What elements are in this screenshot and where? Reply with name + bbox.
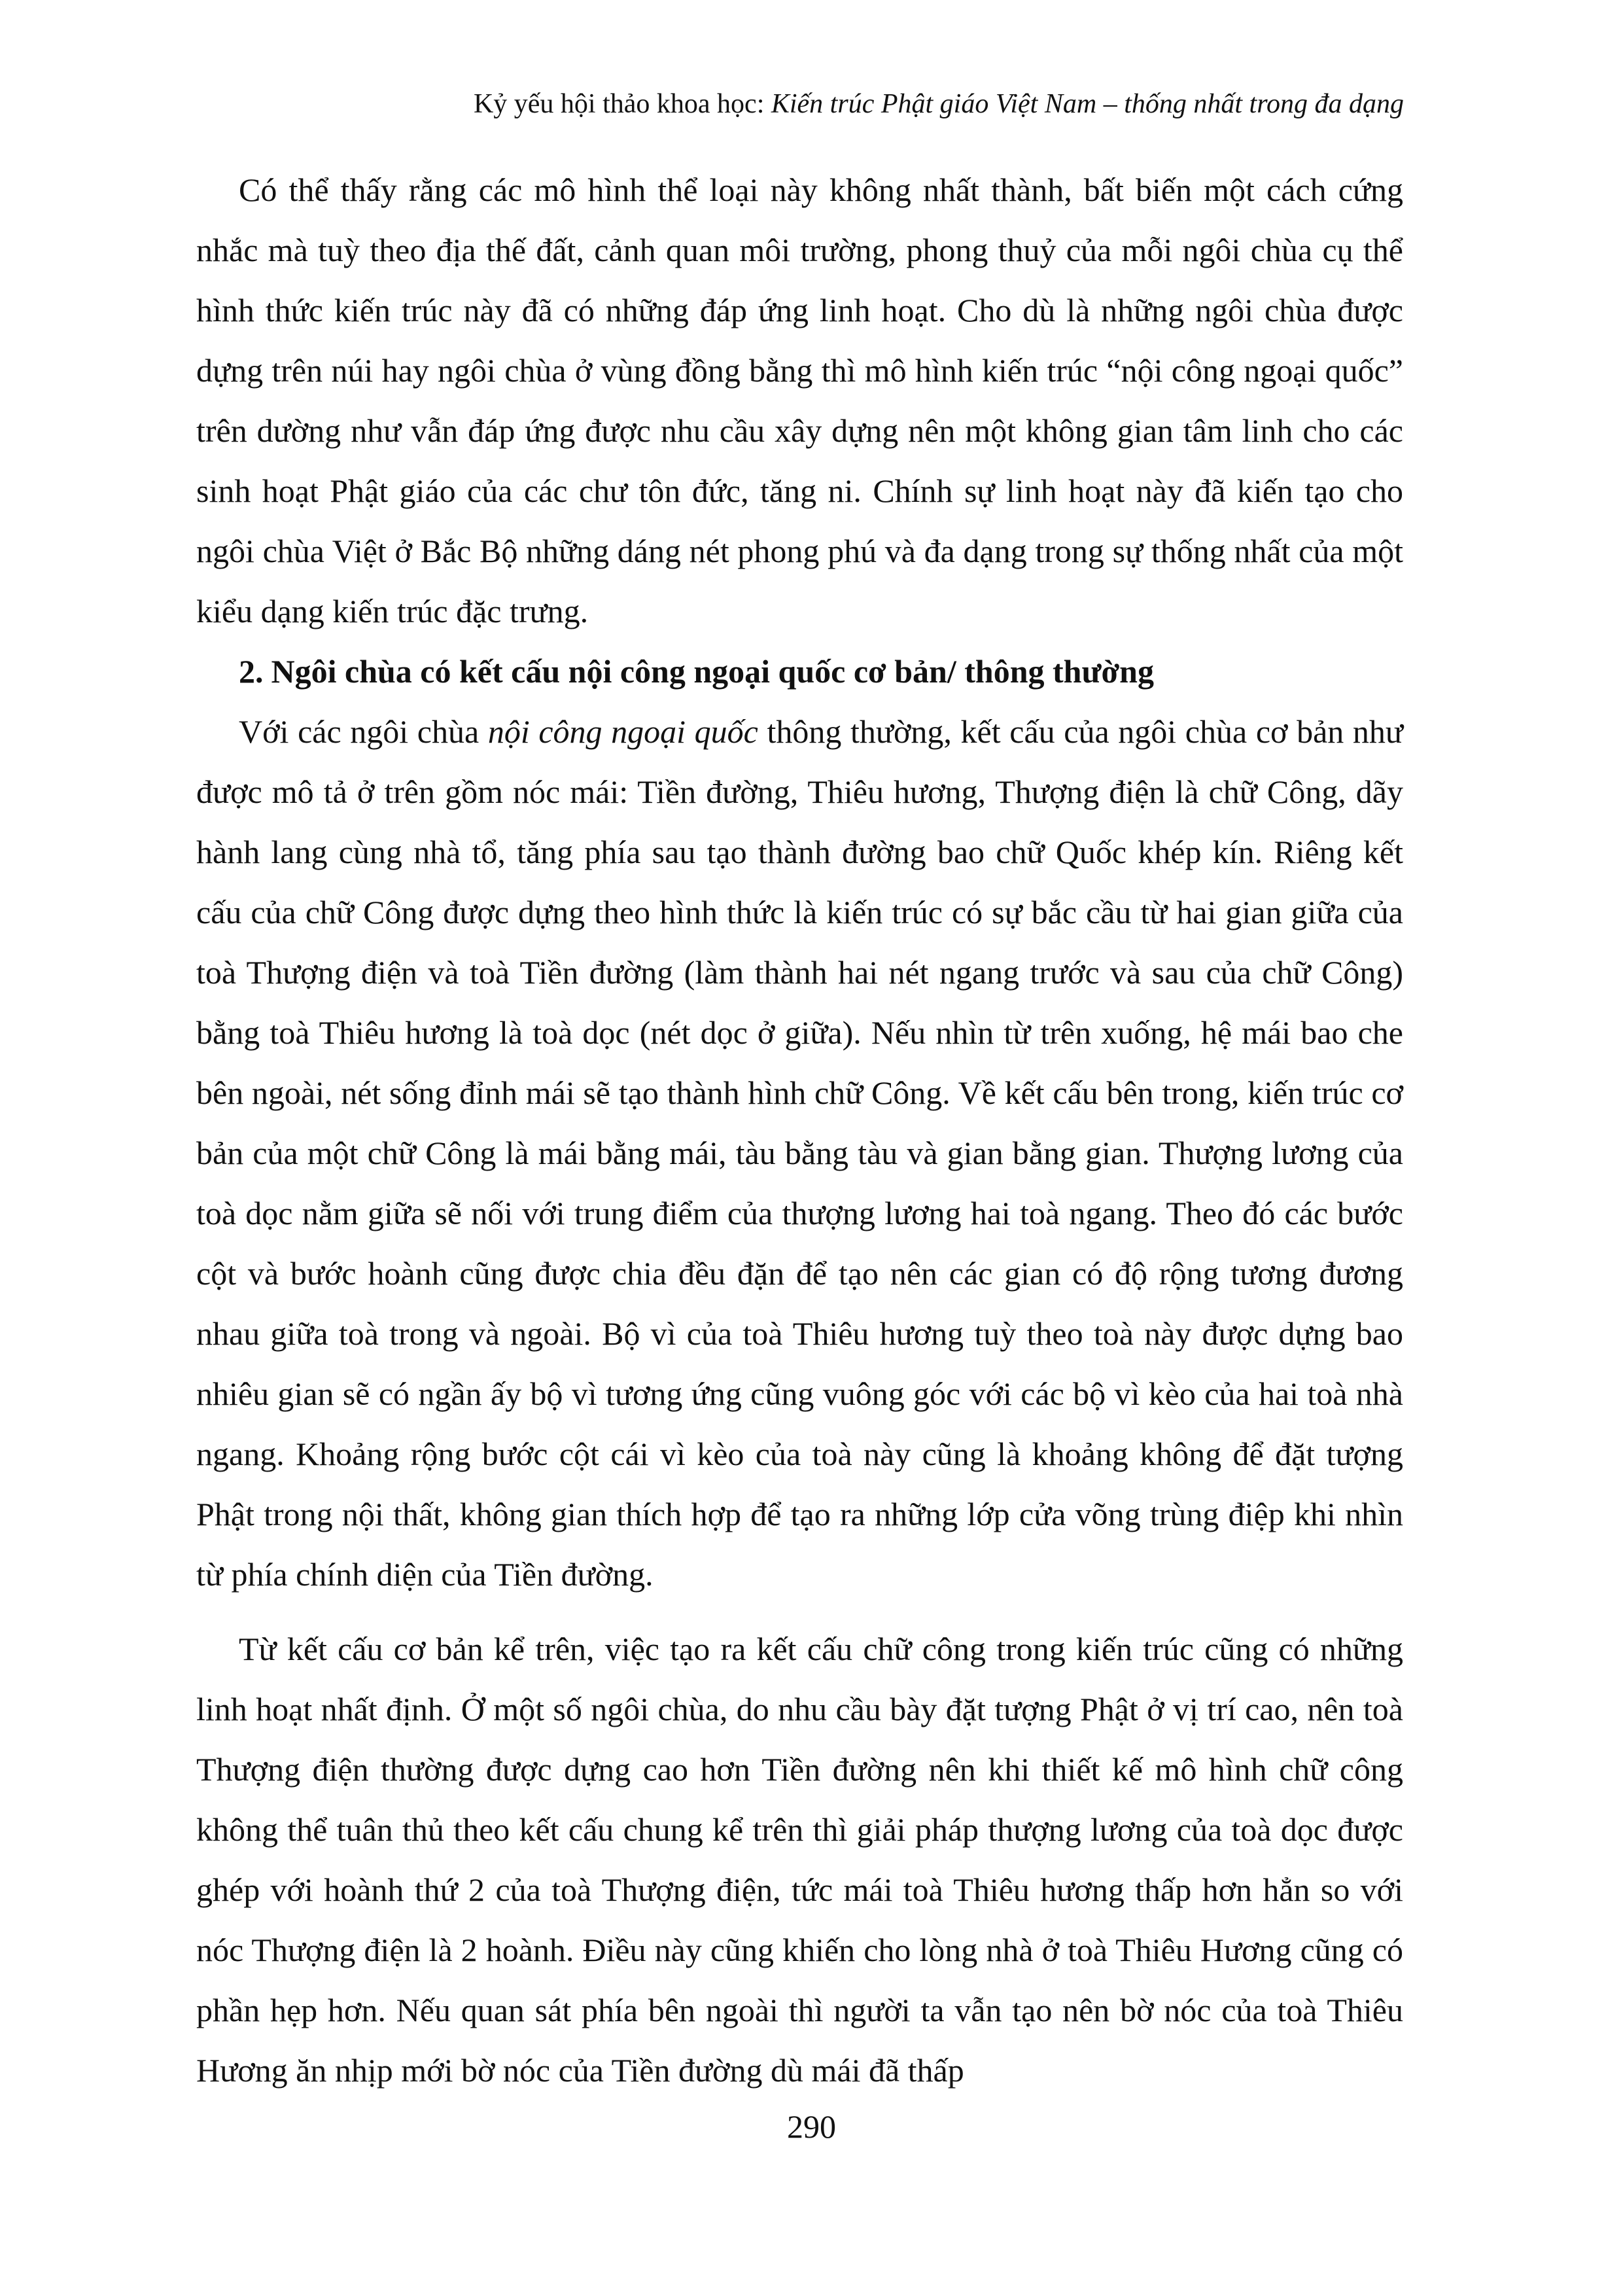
paragraph-2 <box>196 701 1403 1604</box>
section-number: 2. <box>239 653 264 690</box>
section-heading-text: Ngôi chùa có kết cấu nội công ngoại quốc cơ bản/ thông thường <box>271 653 1154 690</box>
paragraph-1: Có thể thấy rằng các mô hình thể loại này không nhất thành, bất biến một cách cứng nhắc mà tuỳ theo địa thế đất, cảnh quan môi trường, phong thuỷ của mỗi ngôi chùa cụ thể hình thức kiến trúc này đã có những đáp ứng linh hoạt. Cho dù là những ngôi chùa được dựng trên núi hay ngôi chùa ở vùng đồng bằng thì mô hình kiến trúc “nội công ngoại quốc” trên dường như vẫn đáp ứng được nhu cầu xây dựng nên một không gian tâm linh cho các sinh hoạt Phật giáo của các chư tôn đức, tăng ni. Chính sự linh hoạt này đã kiến tạo cho ngôi chùa Việt ở Bắc Bộ những dáng nét phong phú và đa dạng trong sự thống nhất của một kiểu dạng kiến trúc đặc trưng. <box>196 171 1403 629</box>
paragraph-2-start: Với các ngôi chùa <box>239 713 488 750</box>
paragraph-2-rest: thông thường, kết cấu của ngôi chùa cơ bản như được mô tả ở trên gồm nóc mái: Tiền đường, Thiêu hương, Thượng điện là chữ Công, dãy hành lang cùng nhà tổ, tăng phía sau tạo thành đường bao chữ Quốc khép kín. Riêng kết cấu của chữ Công được dựng theo hình thức là kiến trúc có sự bắc cầu từ hai gian giữa của toà Thượng điện và toà Tiền đường (làm thành hai nét ngang trước và sau của chữ Công) bằng toà Thiêu hương là toà dọc (nét dọc ở giữa). Nếu nhìn từ trên xuống, hệ mái bao che bên ngoài, nét sống đỉnh mái sẽ tạo thành hình chữ Công. Về kết cấu bên trong, kiến trúc cơ bản của một chữ Công là mái bằng mái, tàu bằng tàu và gian bằng gian. Thượng lương của toà dọc nằm giữa sẽ nối với trung điểm của thượng lương hai toà ngang. Theo đó các bước cột và bước hoành cũng được chia đều đặn để tạo nên các gian có độ rộng tương đương nhau giữa toà trong và ngoài. Bộ vì của toà Thiêu hương tuỳ theo toà này được dựng bao nhiêu gian sẽ có ngần ấy bộ vì tương ứng cũng vuông góc với các bộ vì kèo của hai toà nhà ngang. Khoảng rộng bước cột cái vì kèo của toà này cũng là khoảng không để đặt tượng Phật trong nội thất, không gian thích hợp để tạo ra những lớp cửa võng trùng điệp khi nhìn từ phía chính diện của Tiền đường. <box>196 713 1403 1593</box>
section-heading <box>196 641 1403 701</box>
page-number: 290 <box>787 2108 836 2145</box>
running-head-prefix: Kỷ yếu hội thảo khoa học: <box>473 89 771 119</box>
body-text <box>196 160 1403 2100</box>
running-head <box>474 90 1404 118</box>
paragraph-2-italic-term: nội công ngoại quốc <box>487 713 758 750</box>
paragraph-3: Từ kết cấu cơ bản kể trên, việc tạo ra kết cấu chữ công trong kiến trúc cũng có những linh hoạt nhất định. Ở một số ngôi chùa, do nhu cầu bày đặt tượng Phật ở vị trí cao, nên toà Thượng điện thường được dựng cao hơn Tiền đường nên khi thiết kế mô hình chữ công không thể tuân thủ theo kết cấu chung kể trên thì giải pháp thượng lương của toà dọc được ghép với hoành thứ 2 của toà Thượng điện, tức mái toà Thiêu hương thấp hơn hẳn so với nóc Thượng điện là 2 hoành. Điều này cũng khiến cho lòng nhà ở toà Thiêu Hương cũng có phần hẹp hơn. Nếu quan sát phía bên ngoài thì người ta vẫn tạo nên bờ nóc của toà Thiêu Hương ăn nhịp mới bờ nóc của Tiền đường dù mái đã thấp <box>196 1631 1403 2089</box>
running-head-title: Kiến trúc Phật giáo Việt Nam – thống nhất trong đa dạng <box>771 89 1404 119</box>
